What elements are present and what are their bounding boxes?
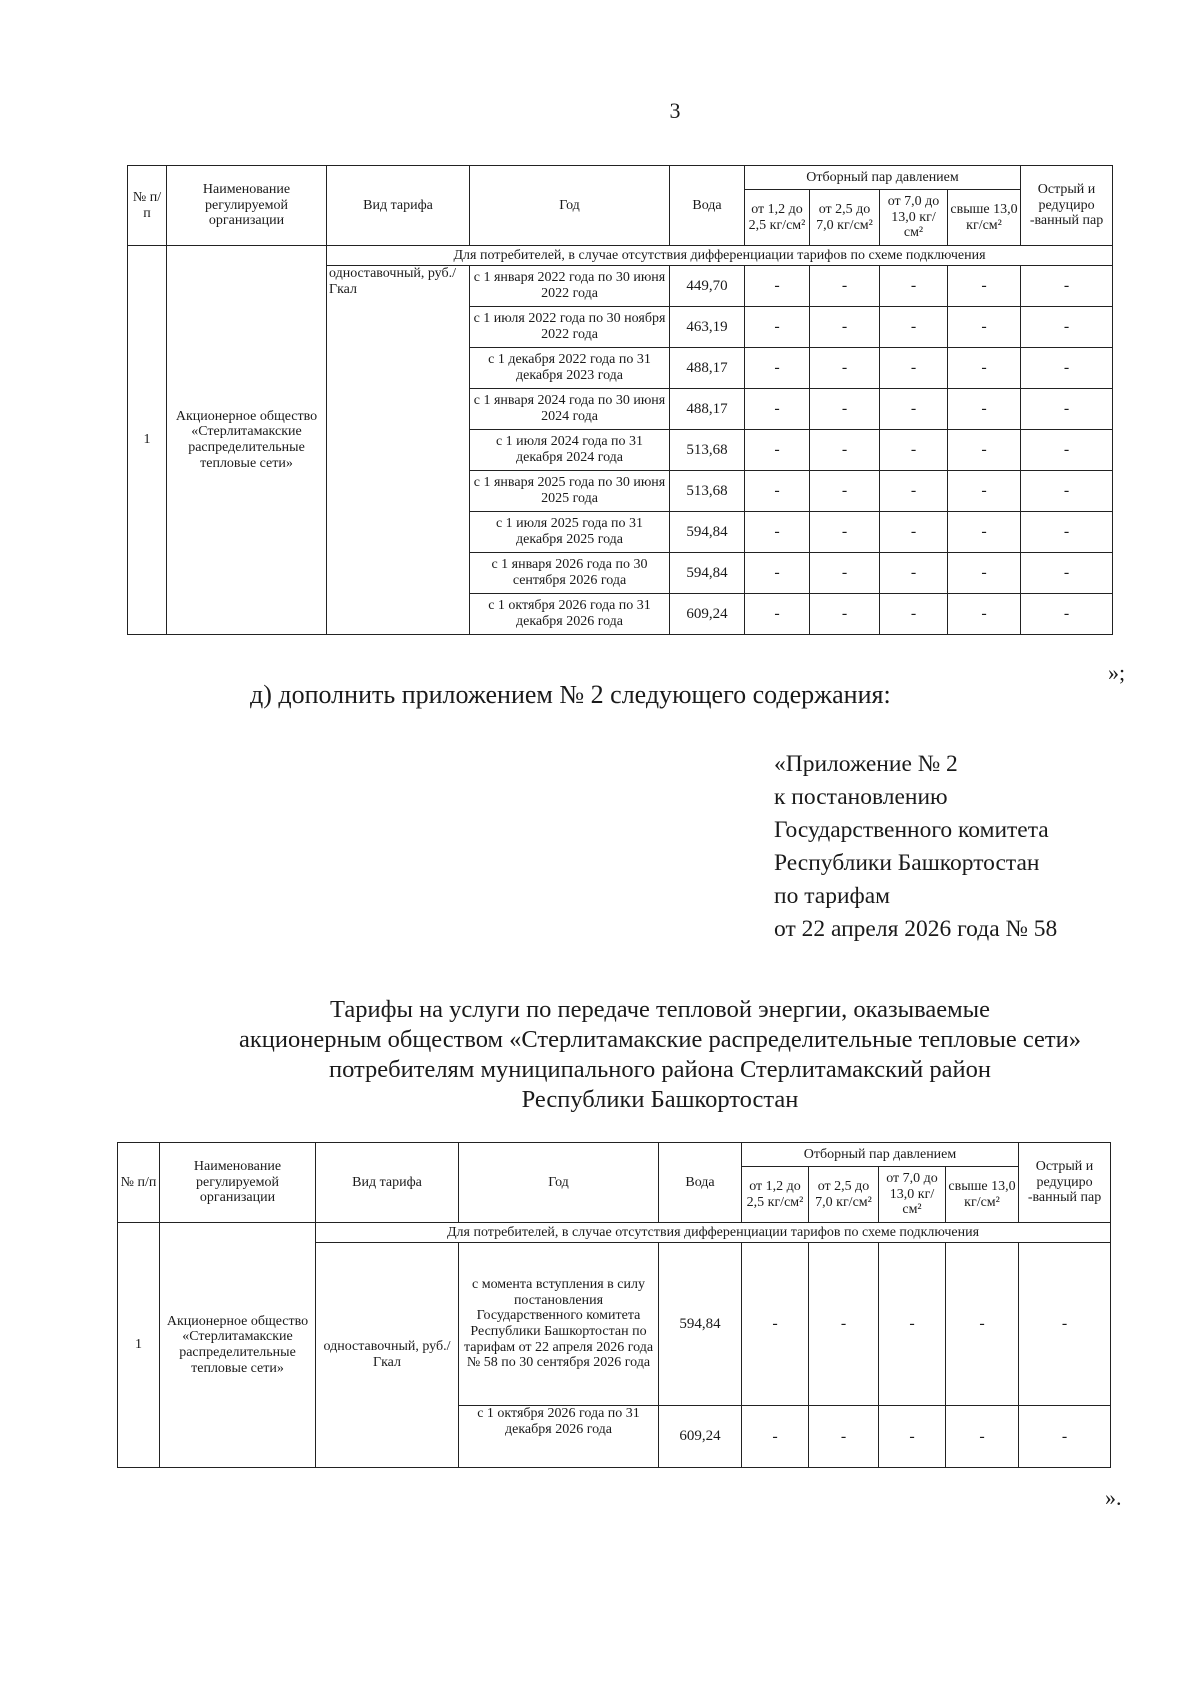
appendix-line: по тарифам (774, 883, 891, 909)
dash: - (946, 1243, 1019, 1406)
header-water: Вода (659, 1143, 742, 1223)
dash: - (745, 430, 810, 471)
water-value: 594,84 (670, 553, 745, 594)
dash: - (742, 1243, 809, 1406)
header-pressure-2: от 2,5 до 7,0 кг/см² (810, 190, 880, 246)
period: с 1 июля 2022 года по 30 ноября 2022 года (470, 307, 670, 348)
water-value: 609,24 (670, 594, 745, 635)
dash: - (1021, 389, 1113, 430)
dash: - (745, 594, 810, 635)
dash: - (810, 430, 880, 471)
period: с 1 декабря 2022 года по 31 декабря 2023 года (470, 348, 670, 389)
header-sharp-steam: Острый и редуциро -ванный пар (1021, 166, 1113, 246)
dash: - (948, 348, 1021, 389)
dash: - (745, 307, 810, 348)
period: с 1 октября 2026 года по 31 декабря 2026 года (459, 1406, 659, 1468)
header-water: Вода (670, 166, 745, 246)
dash: - (948, 430, 1021, 471)
dash: - (1021, 430, 1113, 471)
dash: - (745, 553, 810, 594)
water-value: 609,24 (659, 1406, 742, 1468)
appendix-line: «Приложение № 2 (774, 751, 958, 777)
header-org: Наименование регулируемой организации (160, 1143, 316, 1223)
dash: - (880, 430, 948, 471)
dash: - (948, 594, 1021, 635)
dash: - (1021, 512, 1113, 553)
dash: - (809, 1243, 879, 1406)
dash: - (880, 307, 948, 348)
header-pressure-4: свыше 13,0 кг/см² (946, 1167, 1019, 1223)
instruction-text: д) дополнить приложением № 2 следующего содержания: (250, 680, 891, 709)
dash: - (880, 266, 948, 307)
dash: - (810, 307, 880, 348)
dash: - (948, 389, 1021, 430)
dash: - (948, 266, 1021, 307)
period: с 1 января 2025 года по 30 июня 2025 года (470, 471, 670, 512)
dash: - (1019, 1243, 1111, 1406)
header-pressure-3: от 7,0 до 13,0 кг/см² (879, 1167, 946, 1223)
tariff-table-1 (127, 165, 1113, 635)
row-num: 1 (118, 1223, 160, 1468)
dash: - (742, 1406, 809, 1468)
header-year: Год (459, 1143, 659, 1223)
dash: - (948, 307, 1021, 348)
dash: - (810, 266, 880, 307)
dash: - (745, 471, 810, 512)
water-value: 449,70 (670, 266, 745, 307)
dash: - (809, 1406, 879, 1468)
dash: - (880, 594, 948, 635)
appendix-line: к постановлению (774, 784, 948, 810)
header-pressure-4: свыше 13,0 кг/см² (948, 190, 1021, 246)
dash: - (810, 512, 880, 553)
dash: - (879, 1406, 946, 1468)
title-line: акционерным обществом «Стерлитамакские распределительные тепловые сети» (239, 1026, 1081, 1053)
tariff-type: одноставочный, руб./Гкал (327, 266, 470, 635)
dash: - (880, 389, 948, 430)
header-pressure-1: от 1,2 до 2,5 кг/см² (745, 190, 810, 246)
water-value: 488,17 (670, 389, 745, 430)
period: с 1 января 2024 года по 30 июня 2024 года (470, 389, 670, 430)
dash: - (1021, 471, 1113, 512)
dash: - (880, 553, 948, 594)
dash: - (810, 389, 880, 430)
org-name: Акционерное общество «Стерлитамакские распределительные тепловые сети» (160, 1223, 316, 1468)
water-value: 513,68 (670, 471, 745, 512)
dash: - (810, 471, 880, 512)
consumer-note: Для потребителей, в случае отсутствия дифференциации тарифов по схеме подключения (327, 246, 1113, 266)
dash: - (946, 1406, 1019, 1468)
dash: - (1021, 307, 1113, 348)
dash: - (810, 348, 880, 389)
water-value: 463,19 (670, 307, 745, 348)
water-value: 513,68 (670, 430, 745, 471)
dash: - (948, 512, 1021, 553)
period: с момента вступления в силу постановления Государственного комитета Республики Башкортостан по тарифам от 22 апреля 2026 года № 58 по 30 сентября 2026 года (459, 1243, 659, 1406)
org-name: Акционерное общество «Стерлитамакские распределительные тепловые сети» (167, 246, 327, 635)
header-num: № п/п (128, 166, 167, 246)
header-tariff-type: Вид тарифа (316, 1143, 459, 1223)
period: с 1 июля 2025 года по 31 декабря 2025 года (470, 512, 670, 553)
tariff-table-2 (117, 1142, 1111, 1468)
header-pressure-2: от 2,5 до 7,0 кг/см² (809, 1167, 879, 1223)
header-steam-group: Отборный пар давлением (745, 166, 1021, 190)
title-line: потребителям муниципального района Стерлитамакский район (329, 1056, 991, 1083)
title-line: Республики Башкортостан (521, 1086, 799, 1113)
appendix-heading (774, 748, 1057, 946)
period: с 1 января 2022 года по 30 июня 2022 года (470, 266, 670, 307)
water-value: 488,17 (670, 348, 745, 389)
dash: - (880, 512, 948, 553)
header-sharp-steam: Острый и редуциро -ванный пар (1019, 1143, 1111, 1223)
closing-quote-1: »; (1108, 660, 1126, 685)
title-line: Тарифы на услуги по передаче тепловой энергии, оказываемые (330, 996, 990, 1023)
appendix-line: Государственного комитета (774, 817, 1049, 843)
dash: - (1019, 1406, 1111, 1468)
dash: - (810, 594, 880, 635)
period: с 1 октября 2026 года по 31 декабря 2026 года (470, 594, 670, 635)
period: с 1 января 2026 года по 30 сентября 2026 года (470, 553, 670, 594)
dash: - (1021, 348, 1113, 389)
dash: - (745, 512, 810, 553)
dash: - (1021, 553, 1113, 594)
appendix-line: Республики Башкортостан (774, 850, 1040, 876)
header-org: Наименование регулируемой организации (167, 166, 327, 246)
closing-quote-2: ». (1105, 1485, 1122, 1510)
dash: - (948, 471, 1021, 512)
appendix-line: от 22 апреля 2026 года № 58 (774, 916, 1058, 942)
dash: - (879, 1243, 946, 1406)
dash: - (880, 471, 948, 512)
header-pressure-3: от 7,0 до 13,0 кг/см² (880, 190, 948, 246)
dash: - (948, 553, 1021, 594)
header-steam-group: Отборный пар давлением (742, 1143, 1019, 1167)
header-year: Год (470, 166, 670, 246)
row-num: 1 (128, 246, 167, 635)
document-title (160, 995, 1160, 1115)
dash: - (880, 348, 948, 389)
tariff-type: одноставочный, руб./Гкал (316, 1243, 459, 1468)
header-tariff-type: Вид тарифа (327, 166, 470, 246)
dash: - (810, 553, 880, 594)
dash: - (745, 266, 810, 307)
header-num: № п/п (118, 1143, 160, 1223)
dash: - (1021, 594, 1113, 635)
consumer-note: Для потребителей, в случае отсутствия дифференциации тарифов по схеме подключения (316, 1223, 1111, 1243)
header-pressure-1: от 1,2 до 2,5 кг/см² (742, 1167, 809, 1223)
dash: - (1021, 266, 1113, 307)
dash: - (745, 389, 810, 430)
water-value: 594,84 (670, 512, 745, 553)
page-number: 3 (669, 98, 681, 123)
period: с 1 июля 2024 года по 31 декабря 2024 года (470, 430, 670, 471)
water-value: 594,84 (659, 1243, 742, 1406)
dash: - (745, 348, 810, 389)
